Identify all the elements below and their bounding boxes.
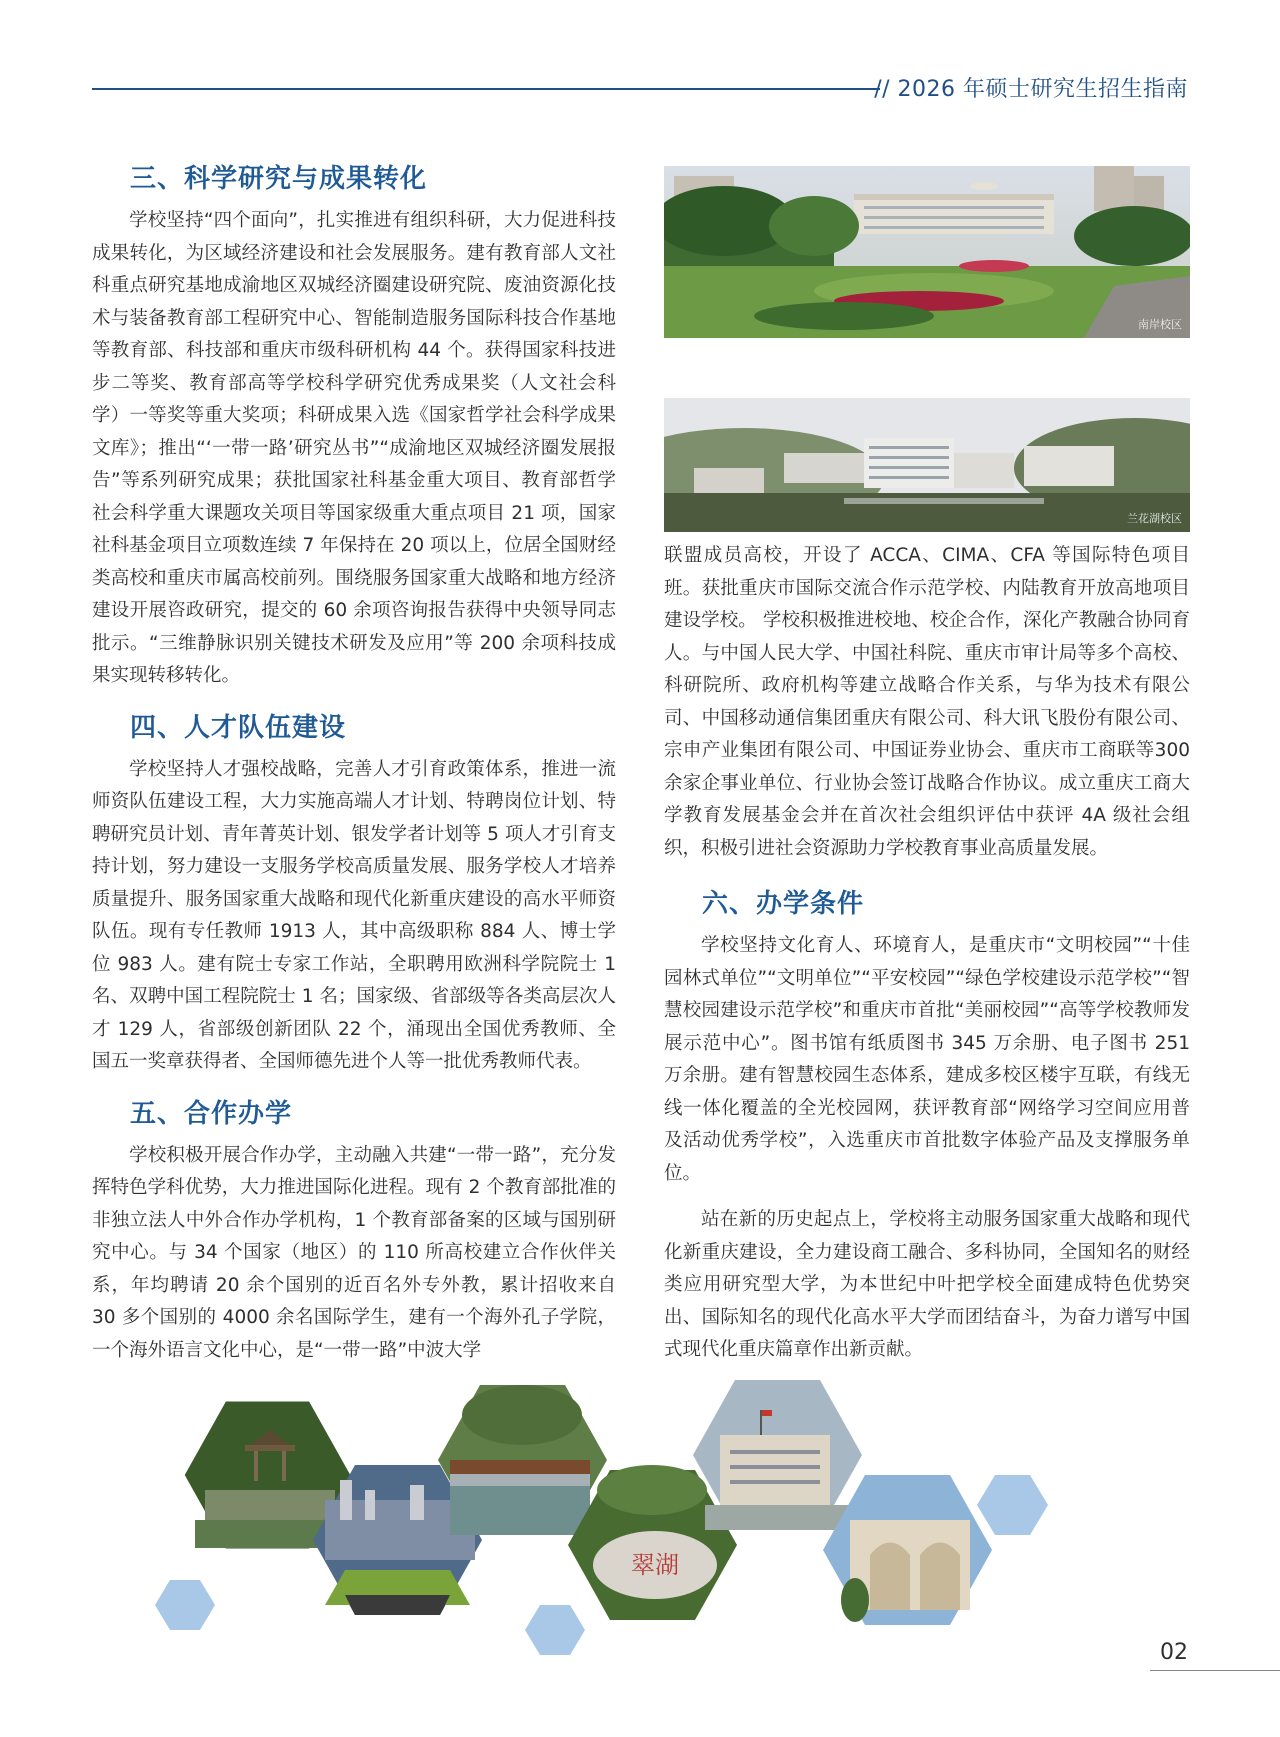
- header-title: // 2026 年硕士研究生招生指南: [874, 77, 1188, 102]
- section-heading-cooperation: 五、合作办学: [130, 1098, 293, 1129]
- right-column: [664, 540, 1190, 1381]
- section-heading-conditions: 六、办学条件: [702, 889, 865, 919]
- decor-hexagon: [155, 1580, 215, 1630]
- section-heading-research: 三、科学研究与成果转化: [130, 164, 428, 194]
- conditions-paragraph-2: 站在新的历史起点上，学校将主动服务国家重大战略和现代化新重庆建设，全力建设商工融合、多科协同，全国知名的财经类应用研究型大学，为本世纪中叶把学校全面建成特色优势突出、国际知名的现代化高水平大学而团结奋斗，为奋力谱写中国式现代化重庆篇章作出新贡献。: [664, 1209, 1190, 1360]
- footer-rule: [1150, 1670, 1280, 1671]
- rock-inscription: 翠湖: [631, 1551, 679, 1579]
- header-rule: [92, 88, 880, 90]
- hex-building-photo: [693, 1380, 862, 1530]
- campus-photo-caption: 南岸校区: [1138, 318, 1182, 331]
- lanhuahu-campus-photo: [664, 398, 1190, 532]
- conditions-paragraph-1: 学校坚持文化育人、环境育人，是重庆市“文明校园”“十佳园林式单位”“文明单位”“平安校园”“绿色学校建设示范学校”“智慧校园建设示范学校”和重庆市首批“美丽校园”“高等学校教师发展示范中心”。图书馆有纸质图书 345 万余册、电子图书 251 万余册。建有智慧校园生态体系，建成多校区楼宇互联，有线无线一体化覆盖的全光校园网，获评教育部“网络学习空间应用普及活动优秀学校”，入选重庆市首批数字体验产品及支撑服务单位。: [664, 935, 1190, 1184]
- left-column: [92, 158, 616, 1381]
- section-heading-talent: 四、人才队伍建设: [130, 712, 347, 743]
- campus-garden-photo: [664, 166, 1190, 338]
- lanhuahu-photo-caption: 兰花湖校区: [1127, 512, 1182, 525]
- talent-paragraph: 学校坚持人才强校战略，完善人才引育政策体系，推进一流师资队伍建设工程，大力实施高端人才计划、特聘岗位计划、特聘研究员计划、青年菁英计划、银发学者计划等 5 项人才引育支持计划，努力建设一支服务学校高质量发展、服务学校人才培养质量提升、服务国家重大战略和现代化新重庆建设的高水平师资队伍。现有专任教师 1913 人，其中高级职称 884 人、博士学位 983 人。建有院士专家工作站，全职聘用欧洲科学院院士 1 名、双聘中国工程院院士 1 名；国家级、省部级等各类高层次人才 129 人，省部级创新团队 22 个，涌现出全国优秀教师、全国五一奖章获得者、全国师德先进个人等一批优秀教师代表。: [92, 758, 616, 1072]
- hex-arch-building-photo: [823, 1475, 992, 1625]
- hexagon-photo-collage: [150, 1380, 1150, 1660]
- hex-lake-photo: [438, 1385, 607, 1535]
- research-paragraph: 学校坚持“四个面向”，扎实推进有组织科研，大力促进科技成果转化，为区域经济建设和社会发展服务。建有教育部人文社科重点研究基地成渝地区双城经济圈建设研究院、废油资源化技术与装备教育部工程研究中心、智能制造服务国际科技合作基地等教育部、科技部和重庆市级科研机构 44 个。获得国家科技进步二等奖、教育部高等学校科学研究优秀成果奖（人文社会科学）一等奖等重大奖项；科研成果入选《国家哲学社会科学成果文库》；推出“‘一带一路’研究丛书”“成渝地区双城经济圈发展报告”等系列研究成果；获批国家社科基金重大项目、教育部哲学社会科学重大课题攻关项目等国家级重大重点项目 21 项，国家社科基金项目立项数连续 7 年保持在 20 项以上，位居全国财经类高校和重庆市属高校前列。围绕服务国家重大战略和地方经济建设开展咨政研究，提交的 60 余项咨询报告获得中央领导同志批示。“三维静脉识别关键技术研发及应用”等 200 余项科技成果实现转移转化。: [92, 210, 616, 686]
- cooperation-paragraph-2: 联盟成员高校，开设了 ACCA、CIMA、CFA 等国际特色项目班。获批重庆市国际交流合作示范学校、内陆教育开放高地项目建设学校。 学校积极推进校地、校企合作，深化产教融合协同育人。与中国人民大学、中国社科院、重庆市审计局等多个高校、科研院所、政府机构等建立战略合作关系，与华为技术有限公司、中国移动通信集团重庆有限公司、科大讯飞股份有限公司、宗申产业集团有限公司、中国证券业协会、重庆市工商联等300 余家企事业单位、行业协会签订战略合作协议。成立重庆工商大学教育发展基金会并在首次社会组织评估中获评 4A 级社会组织，积极引进社会资源助力学校教育事业高质量发展。: [664, 545, 1190, 859]
- page-number: 02: [1160, 1640, 1188, 1665]
- cooperation-paragraph-1: 学校积极开展合作办学，主动融入共建“一带一路”，充分发挥特色学科优势，大力推进国际化进程。现有 2 个教育部批准的非独立法人中外合作办学机构，1 个教育部备案的区域与国别研究中心。与 34 个国家（地区）的 110 所高校建立合作伙伴关系，年均聘请 20 余个国别的近百名外专外教，累计招收来自 30 多个国别的 4000 余名国际学生，建有一个海外孔子学院，一个海外语言文化中心，是“一带一路”中波大学: [92, 1144, 616, 1361]
